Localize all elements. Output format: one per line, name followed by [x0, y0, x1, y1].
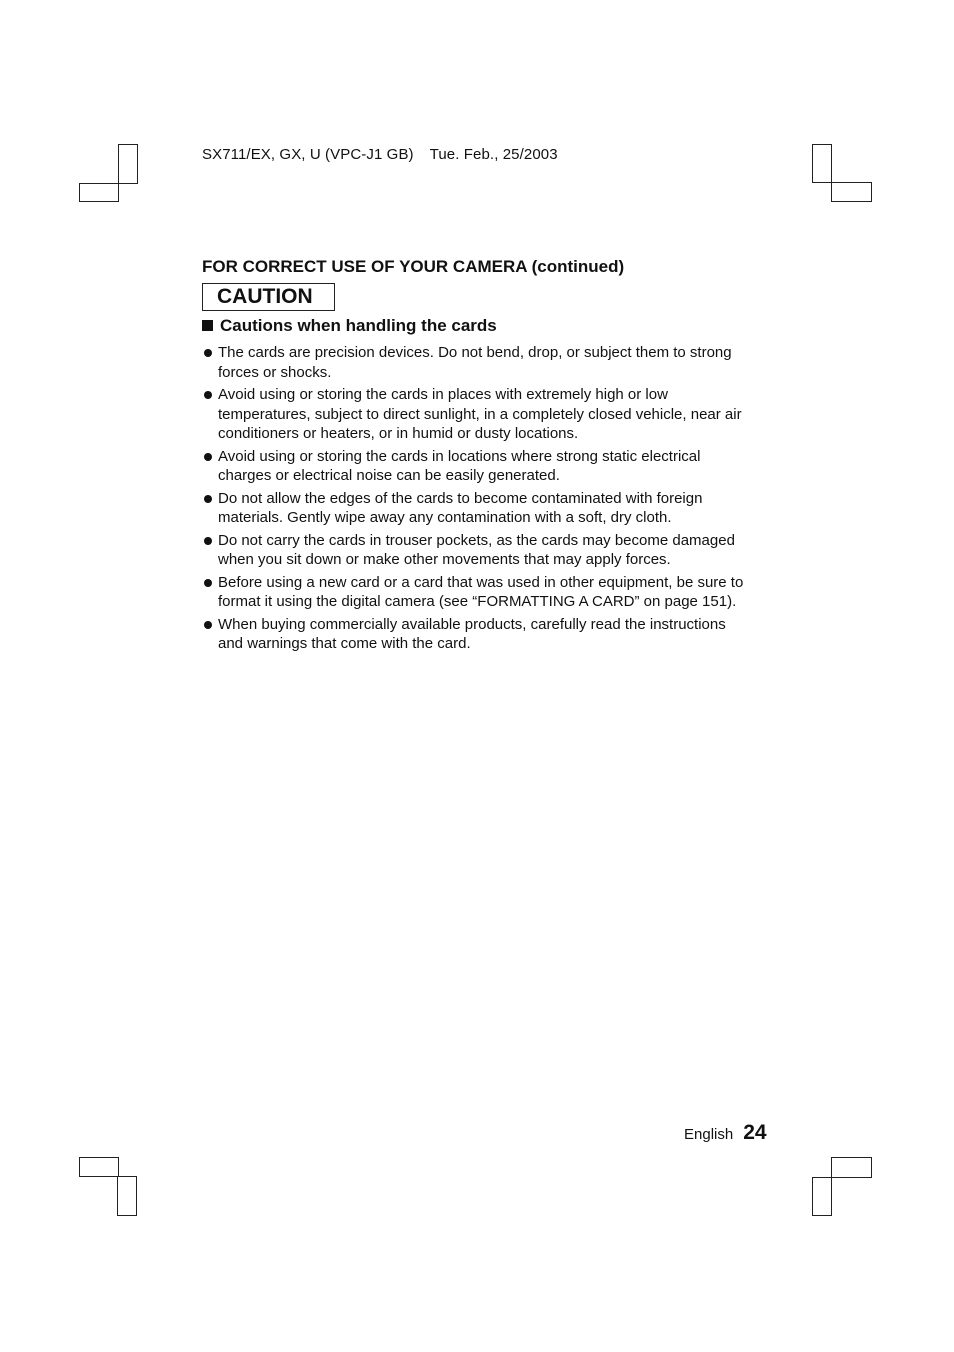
bullet-dot-icon	[204, 579, 212, 587]
bullet-dot-icon	[204, 349, 212, 357]
bullet-dot-icon	[204, 391, 212, 399]
sub-heading	[202, 316, 497, 336]
list-item-text: Avoid using or storing the cards in locations where strong static electrical charges or electrical noise can be easily generated.	[218, 447, 701, 484]
sub-heading-text: Cautions when handling the cards	[220, 316, 497, 335]
list-item	[202, 385, 747, 444]
list-item-text: Do not allow the edges of the cards to become contaminated with foreign materials. Gently wipe away any contamination with a soft, dry cloth.	[218, 489, 703, 526]
registration-mark-top-left-vertical	[118, 144, 138, 184]
registration-mark-bottom-right-horizontal	[831, 1157, 872, 1178]
footer-language: English	[684, 1126, 734, 1143]
registration-mark-bottom-left-horizontal	[79, 1157, 119, 1177]
print-header	[202, 146, 558, 163]
list-item	[202, 615, 747, 654]
page-footer	[684, 1121, 767, 1145]
bullet-dot-icon	[204, 495, 212, 503]
list-item-text: The cards are precision devices. Do not bend, drop, or subject them to strong forces or shocks.	[218, 344, 732, 381]
model-info: SX711/EX, GX, U (VPC-J1 GB)	[202, 146, 414, 163]
registration-mark-top-right-horizontal	[831, 182, 872, 202]
bullet-dot-icon	[204, 453, 212, 461]
registration-mark-bottom-left-vertical	[117, 1176, 137, 1216]
caution-list	[202, 343, 747, 657]
list-item	[202, 489, 747, 528]
list-item-text: When buying commercially available products, carefully read the instructions and warnings that come with the card.	[218, 615, 726, 652]
list-item	[202, 343, 747, 382]
caution-label: CAUTION	[202, 283, 335, 311]
bullet-dot-icon	[204, 621, 212, 629]
list-item-text: Avoid using or storing the cards in places with extremely high or low temperatures, subject to direct sunlight, in a completely closed vehicle, near air conditioners or heaters, or in humid or dusty locations.	[218, 386, 742, 442]
list-item-text: Before using a new card or a card that was used in other equipment, be sure to format it using the digital camera (see “FORMATTING A CARD” on page 151).	[218, 573, 744, 610]
list-item	[202, 447, 747, 486]
square-bullet-icon	[202, 320, 213, 331]
registration-mark-top-left-horizontal	[79, 183, 119, 202]
list-item	[202, 573, 747, 612]
page-number: 24	[743, 1121, 767, 1144]
registration-mark-top-right-vertical	[812, 144, 832, 183]
section-title: FOR CORRECT USE OF YOUR CAMERA (continued)	[202, 257, 625, 276]
list-item	[202, 531, 747, 570]
print-date: Tue. Feb., 25/2003	[429, 146, 558, 163]
registration-mark-bottom-right-vertical	[812, 1177, 832, 1216]
bullet-dot-icon	[204, 537, 212, 545]
list-item-text: Do not carry the cards in trouser pockets, as the cards may become damaged when you sit down or make other movements that may apply forces.	[218, 531, 735, 568]
